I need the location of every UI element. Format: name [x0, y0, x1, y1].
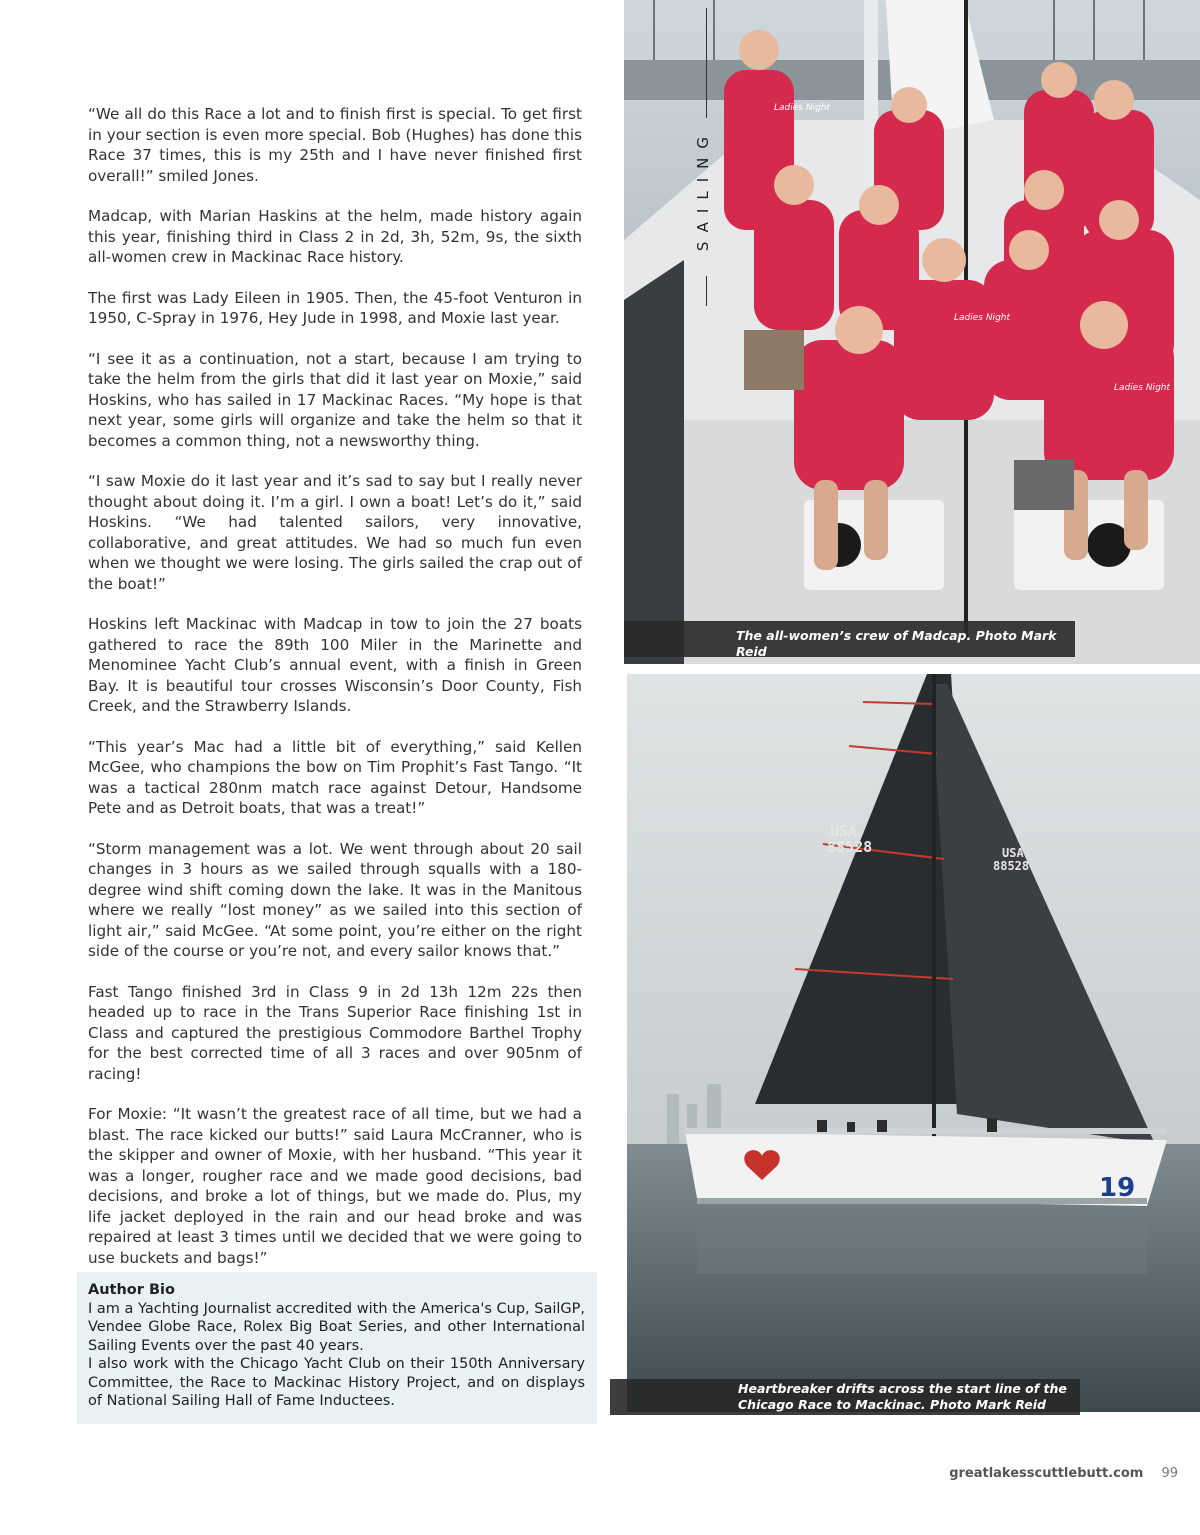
article-paragraph: Fast Tango finished 3rd in Class 9 in 2d 13h 12m 22s then headed up to race in the Trans Superior Race finishing 1st in Class and captured the prestigious Commodore Barthel Trophy for the best corrected time of all 3 races and over 905nm of racing! — [88, 982, 582, 1083]
sail-number-digits: 88528 — [827, 838, 873, 856]
section-label-text: SAILING — [694, 128, 712, 252]
shirt-logo-text: Ladies Night — [954, 313, 1011, 323]
article-paragraph: “We all do this Race a lot and to finish first is special. To get first in your section is even more special. Bob (Hughes) has done this Race 37 times, this is my 25th and I have never finished first overall!” smiled Jones. — [88, 105, 582, 185]
shirt-logo-text: Ladies Night — [774, 103, 831, 113]
section-rule-bottom — [706, 276, 707, 306]
article-paragraph: Madcap, with Marian Haskins at the helm, made history again this year, finishing third in Class 2 in 2d, 3h, 52m, 9s, the sixth all-women crew in Mackinac Race history. — [88, 207, 582, 266]
page-footer — [949, 1466, 1178, 1481]
author-bio-text: I am a Yachting Journalist accredited with the America's Cup, SailGP, Vendee Globe Race, Rolex Big Boat Series, and other International Sailing Events over the past 40 years. — [88, 1300, 585, 1354]
crew-photo-caption: The all-women’s crew of Madcap. Photo Mark Reid — [624, 621, 1075, 657]
footer-site[interactable]: greatlakesscuttlebutt.com — [949, 1466, 1144, 1481]
sailboat-photo — [627, 674, 1200, 1412]
article-paragraph: For Moxie: “It wasn’t the greatest race of all time, but we had a blast. The race kicked our butts!” said Laura McCranner, who is the skipper and owner of Moxie, with her husband. “This year it was a longer, rougher race and we made good decisions, bad decisions, and broke a lot of things, but we made do. Plus, my life jacket deployed in the rain and our head broke and was repaired at least 3 times until we decided that we were going to use buckets and bags!” — [88, 1105, 582, 1267]
jib-sail-usa: USA — [1002, 846, 1024, 860]
shirt-logo-text: Ladies Night — [1114, 383, 1171, 393]
section-label — [692, 8, 722, 306]
article-paragraph: “I saw Moxie do it last year and it’s sad to say but I really never thought about doing it. I’m a girl. I own a boat! Let’s do it,” said Hoskins. “We had talented sailors, very innovative, collaborative, and great attitudes. We had so much fun even when we thought we were losing. The girls sailed the crap out of the boat!” — [88, 472, 582, 593]
author-bio-title: Author Bio — [88, 1282, 175, 1298]
article-paragraph: “This year’s Mac had a little bit of everything,” said Kellen McGee, who champions the bow on Tim Prophit’s Fast Tango. “It was a tactical 280nm match race against Detour, Handsome Pete and as Detroit boats, that was a treat!” — [88, 737, 582, 817]
sailboat-caption-line: Chicago Race to Mackinac. Photo Mark Reid — [738, 1397, 1047, 1412]
article-paragraph: “I see it as a continuation, not a start, because I am trying to take the helm from the girls that did it last year on Moxie,” said Hoskins, who has sailed in 17 Mackinac Races. “My hope is that next year, some girls will organize and take the helm so that it becomes a common thing, not a newsworthy thing. — [88, 349, 582, 450]
article-body — [88, 104, 582, 1288]
jib-sail-digits: 88528 — [993, 859, 1030, 873]
article-paragraph: Hoskins left Mackinac with Madcap in tow to join the 27 boats gathered to race the 89th 100 Miler in the Marinette and Menominee Yacht Club’s annual event, with a finish in Green Bay. It is beautiful tour crosses Wisconsin’s Door County, Fish Creek, and the Strawberry Islands. — [88, 615, 582, 715]
hull-number: 19 — [1099, 1173, 1136, 1203]
page-number: 99 — [1161, 1466, 1178, 1481]
sailboat-caption-line: Heartbreaker drifts across the start line of the — [738, 1381, 1067, 1396]
sailboat-photo-caption — [610, 1379, 1080, 1415]
sail-number-usa: USA — [830, 822, 858, 840]
author-bio-text: I also work with the Chicago Yacht Club on their 150th Anniversary Committee, the Race to Mackinac History Project, and on displays of National Sailing Hall of Fame Inductees. — [88, 1356, 585, 1409]
article-paragraph: The first was Lady Eileen in 1905. Then, the 45-foot Venturon in 1950, C-Spray in 1976, Hey Jude in 1998, and Moxie last year. — [88, 288, 582, 327]
article-paragraph: “Storm management was a lot. We went through about 20 sail changes in 3 hours as we sailed through squalls with a 180-degree wind shift coming down the lake. It was in the Manitous where we really “lost money” as we sailed into this section of light air,” said McGee. “At some point, you’re either on the right side of the course or you’re not, and every sailor knows that.” — [88, 839, 582, 960]
section-rule-top — [706, 8, 707, 118]
author-bio-box — [77, 1272, 597, 1424]
